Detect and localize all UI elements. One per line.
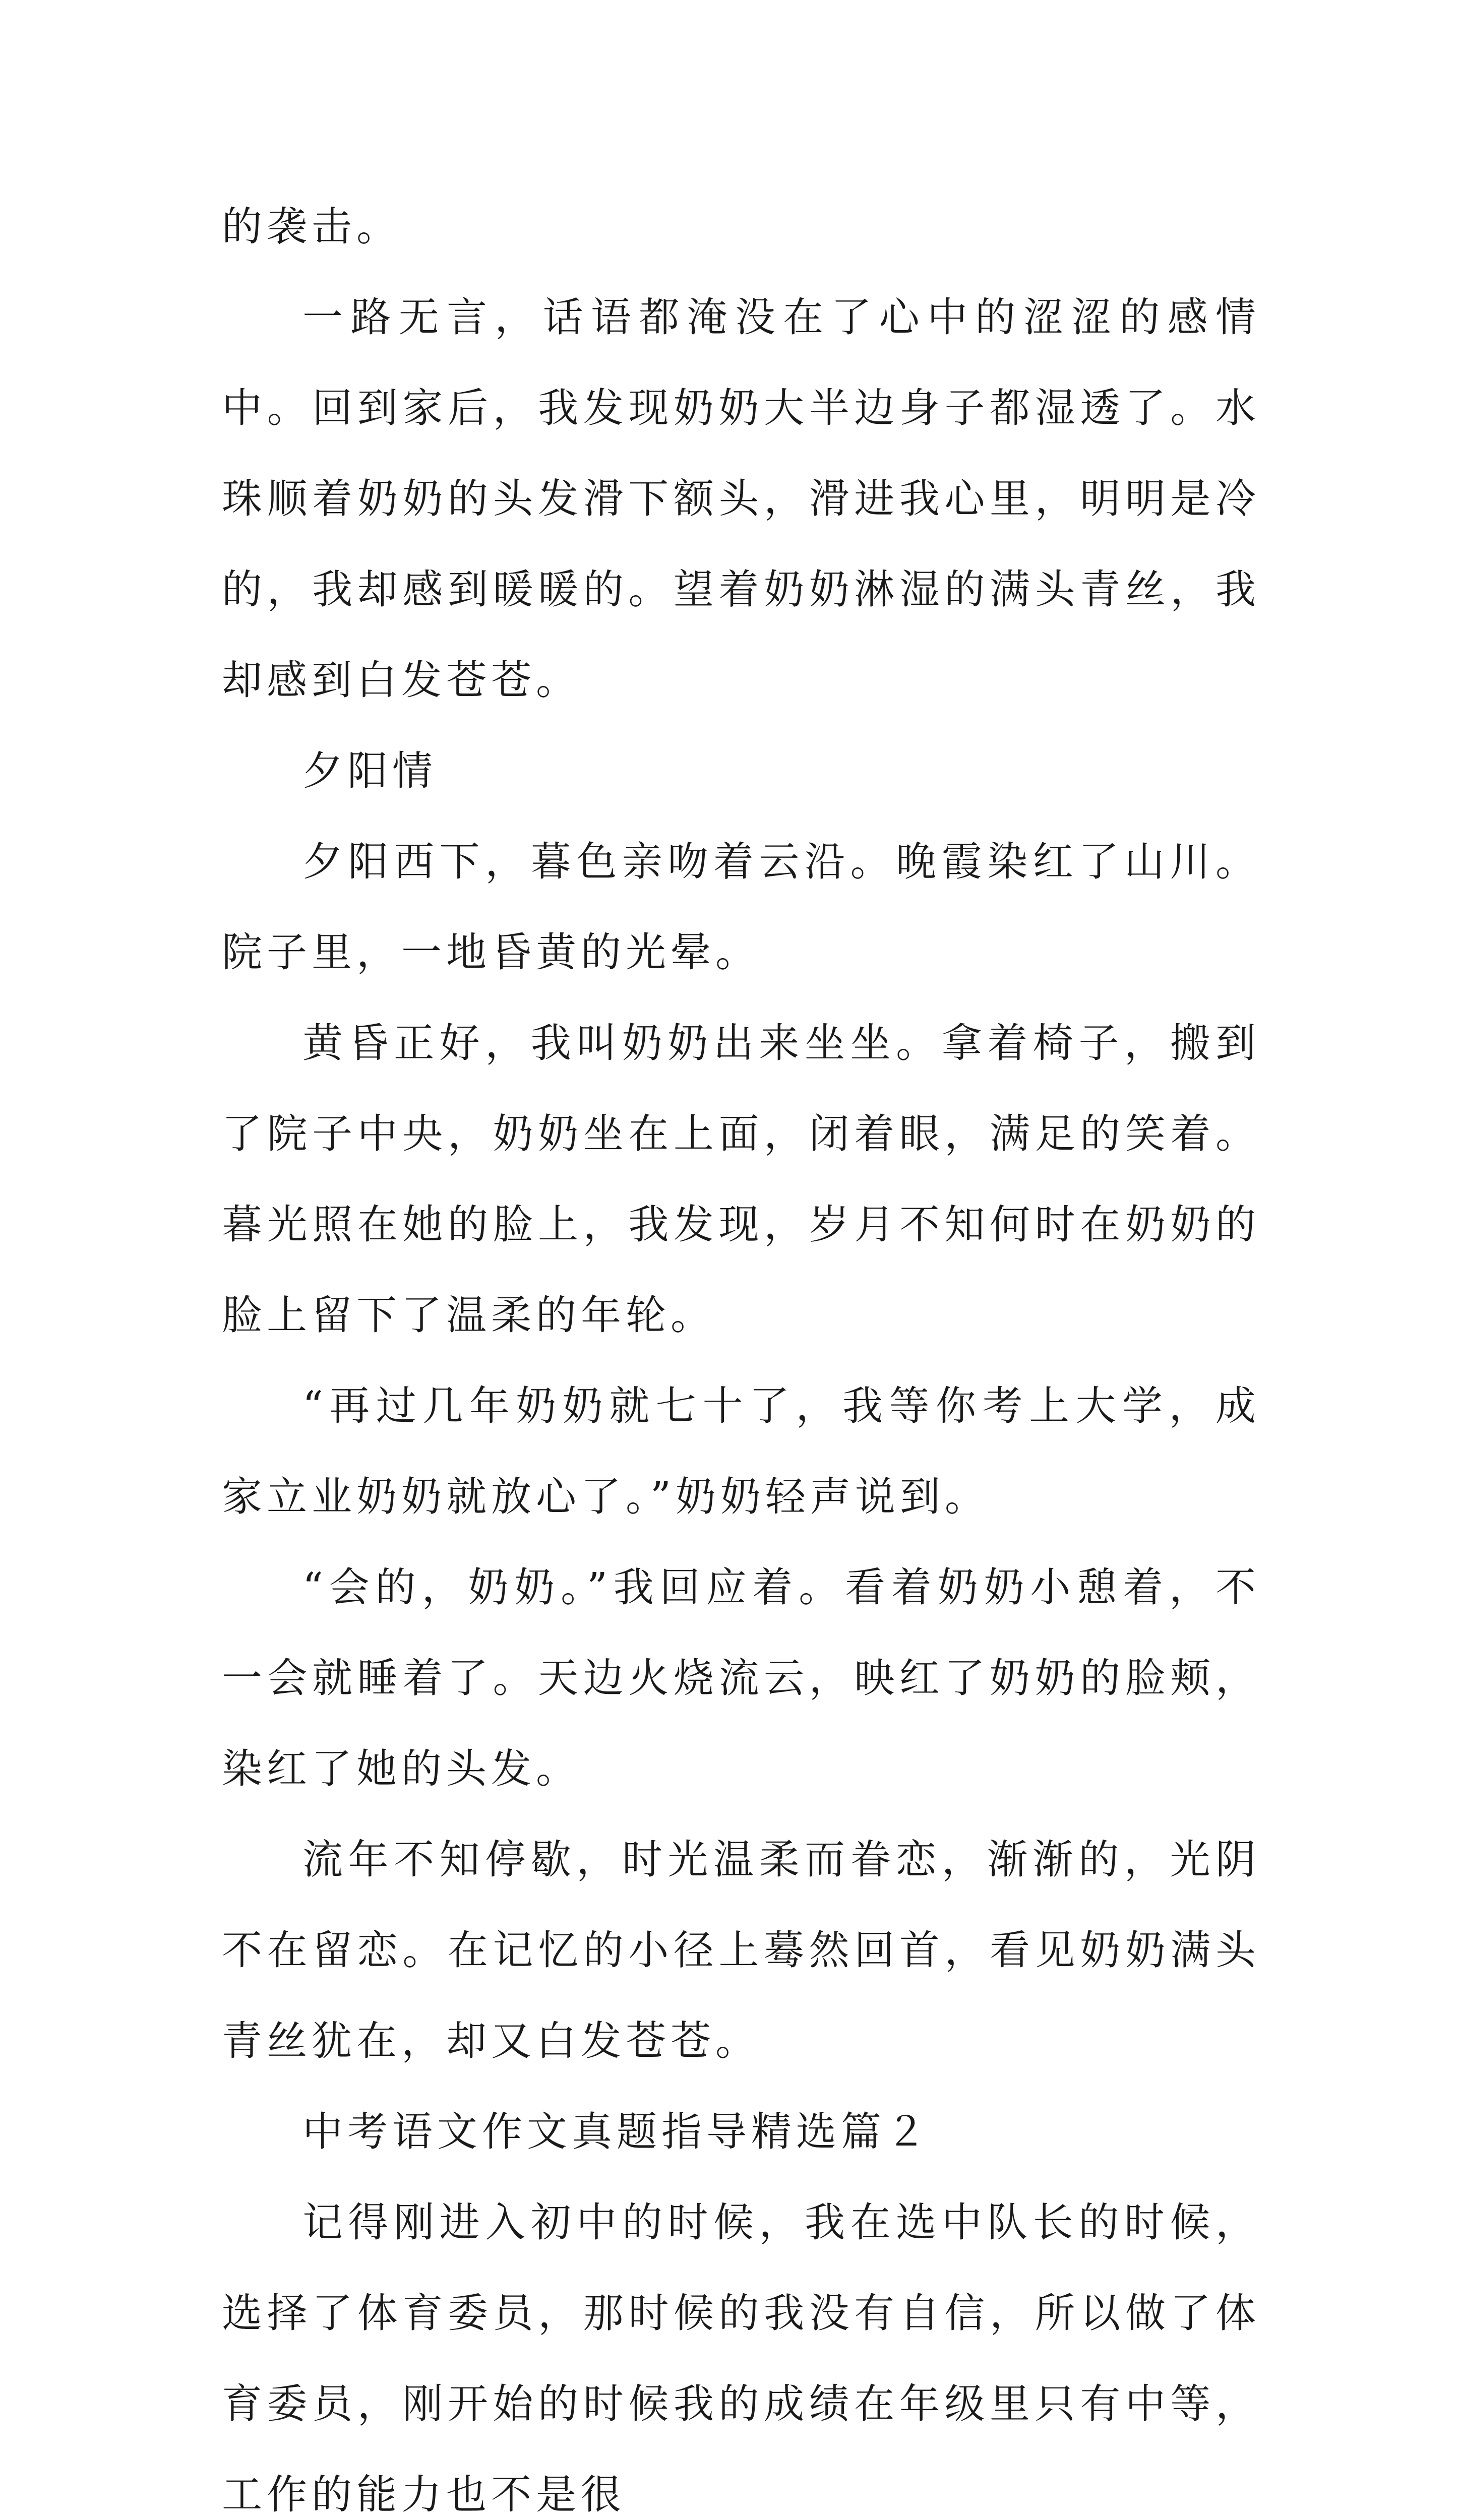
- section-title: 夕阳情: [302, 747, 437, 794]
- body-paragraph: “会的，奶奶。”我回应着。看着奶奶小憩着，不一会就睡着了。天边火烧流云，映红了奶奶的脸颊，染红了她的头发。: [222, 1564, 1260, 1792]
- body-paragraph: 一路无言，话语都淹没在了心中的涩涩的感情中。回到家后，我发现奶奶大半边身子都湿透了。水珠顺着奶奶的头发滑下额头，滑进我心里，明明是冷的，我却感到暖暖的。望着奶奶淋湿的满头青丝，我却感到白发苍苍。: [222, 294, 1260, 704]
- continuation-paragraph: 的袭击。: [222, 203, 401, 250]
- document-body: [222, 181, 1260, 2520]
- body-paragraph: “再过几年奶奶就七十了，我等你考上大学，成家立业奶奶就放心了。”奶奶轻声说到。: [222, 1382, 1260, 1520]
- body-paragraph: 黄昏正好，我叫奶奶出来坐坐。拿着椅子，搬到了院子中央，奶奶坐在上面，闭着眼，满足的笑着。暮光照在她的脸上，我发现，岁月不知何时在奶奶的脸上留下了温柔的年轮。: [222, 1020, 1260, 1339]
- section-title: 中考语文作文真题指导精选篇２: [302, 2108, 931, 2155]
- body-paragraph: 夕阳西下，暮色亲吻着云沿。晚霞染红了山川。院子里，一地昏黄的光晕。: [222, 838, 1260, 976]
- body-paragraph: 流年不知停歇，时光温柔而眷恋，渐渐的，光阴不在留恋。在记忆的小径上蓦然回首，看见奶奶满头青丝犹在，却又白发苍苍。: [222, 1836, 1260, 2064]
- body-paragraph: 记得刚进入初中的时候，我在选中队长的时候，选择了体育委员，那时候的我没有自信，所以做了体育委员，刚开始的时候我的成绩在年级里只有中等，工作的能力也不是很: [222, 2199, 1260, 2518]
